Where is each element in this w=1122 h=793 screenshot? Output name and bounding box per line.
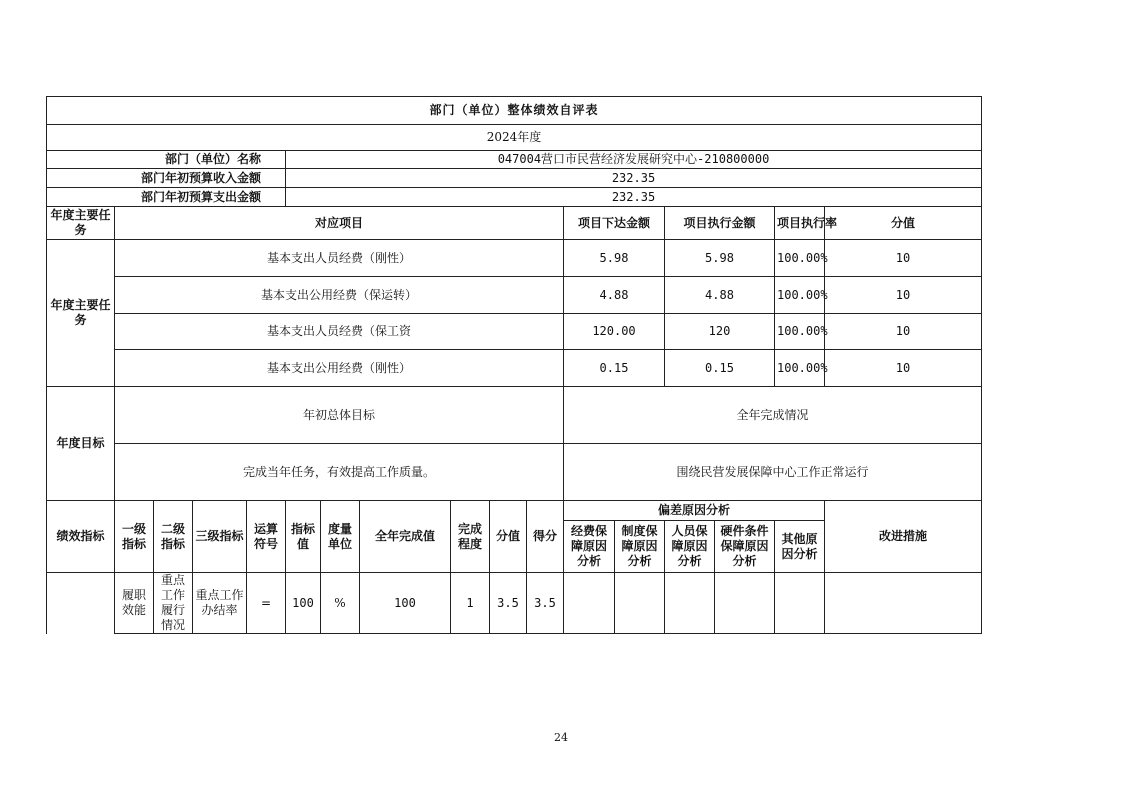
ind-degree: 1 <box>451 573 490 634</box>
indicator-row <box>47 573 982 634</box>
col-rate: 项目执行率 <box>775 207 825 240</box>
performance-evaluation-table <box>46 96 982 634</box>
col-dev-hardware: 硬件条件保障原因分析 <box>715 521 775 573</box>
col-dev-fund: 经费保障原因分析 <box>564 521 615 573</box>
task-project-name: 基本支出人员经费（刚性） <box>115 240 564 277</box>
goal-initial-header: 年初总体目标 <box>115 387 564 444</box>
income-budget-label: 部门年初预算收入金额 <box>47 169 286 188</box>
ind-score: 3.5 <box>490 573 527 634</box>
col-actual: 全年完成值 <box>360 501 451 573</box>
col-level2: 二级指标 <box>154 501 193 573</box>
task-rate: 100.00% <box>775 277 825 314</box>
ind-dev-hardware <box>715 573 775 634</box>
task-project-name: 基本支出公用经费（保运转） <box>115 277 564 314</box>
task-allocated: 120.00 <box>564 314 665 350</box>
indicator-side-cell <box>47 573 115 634</box>
indicator-label: 绩效指标 <box>47 501 115 573</box>
ind-target: 100 <box>286 573 321 634</box>
page-number: 24 <box>554 731 568 744</box>
task-executed: 4.88 <box>665 277 775 314</box>
col-dev-staff: 人员保障原因分析 <box>665 521 715 573</box>
task-allocated: 0.15 <box>564 350 665 387</box>
task-header-label: 年度主要任务 <box>47 207 115 240</box>
task-row <box>47 277 982 314</box>
task-score: 10 <box>825 277 982 314</box>
form-title: 部门（单位）整体绩效自评表 <box>47 97 982 125</box>
task-project-name: 基本支出人员经费（保工资 <box>115 314 564 350</box>
col-project: 对应项目 <box>115 207 564 240</box>
task-row <box>47 314 982 350</box>
task-executed: 5.98 <box>665 240 775 277</box>
ind-level3: 重点工作办结率 <box>193 573 247 634</box>
col-level3: 三级指标 <box>193 501 247 573</box>
task-allocated: 5.98 <box>564 240 665 277</box>
task-row <box>47 240 982 277</box>
task-rate: 100.00% <box>775 350 825 387</box>
col-improve: 改进措施 <box>825 501 982 573</box>
ind-level2: 重点工作履行情况 <box>154 573 193 634</box>
task-project-name: 基本支出公用经费（刚性） <box>115 350 564 387</box>
task-allocated: 4.88 <box>564 277 665 314</box>
col-degree: 完成程度 <box>451 501 490 573</box>
ind-dev-other <box>775 573 825 634</box>
dept-name-value: 047004营口市民营经济发展研究中心-210800000 <box>286 151 982 169</box>
task-row <box>47 350 982 387</box>
task-executed: 0.15 <box>665 350 775 387</box>
task-score: 10 <box>825 240 982 277</box>
goal-initial-text: 完成当年任务，有效提高工作质量。 <box>115 444 564 501</box>
ind-dev-system <box>615 573 665 634</box>
ind-improve <box>825 573 982 634</box>
ind-dev-fund <box>564 573 615 634</box>
col-unit: 度量单位 <box>321 501 360 573</box>
fiscal-year: 2024年度 <box>47 125 982 151</box>
task-rate: 100.00% <box>775 314 825 350</box>
task-side-label: 年度主要任务 <box>47 240 115 387</box>
col-dev-other: 其他原因分析 <box>775 521 825 573</box>
task-rate: 100.00% <box>775 240 825 277</box>
income-budget-value: 232.35 <box>286 169 982 188</box>
col-deviation: 偏差原因分析 <box>564 501 825 521</box>
goal-completion-header: 全年完成情况 <box>564 387 982 444</box>
col-allocated: 项目下达金额 <box>564 207 665 240</box>
ind-operator: = <box>247 573 286 634</box>
col-ind-got: 得分 <box>527 501 564 573</box>
dept-name-label: 部门（单位）名称 <box>47 151 286 169</box>
task-executed: 120 <box>665 314 775 350</box>
task-score: 10 <box>825 314 982 350</box>
col-operator: 运算符号 <box>247 501 286 573</box>
goal-completion-text: 围绕民营发展保障中心工作正常运行 <box>564 444 982 501</box>
ind-dev-staff <box>665 573 715 634</box>
col-score: 分值 <box>825 207 982 240</box>
expense-budget-label: 部门年初预算支出金额 <box>47 188 286 207</box>
col-target: 指标值 <box>286 501 321 573</box>
expense-budget-value: 232.35 <box>286 188 982 207</box>
col-executed: 项目执行金额 <box>665 207 775 240</box>
goal-label: 年度目标 <box>47 387 115 501</box>
col-ind-score: 分值 <box>490 501 527 573</box>
ind-level1: 履职效能 <box>115 573 154 634</box>
ind-got: 3.5 <box>527 573 564 634</box>
ind-actual: 100 <box>360 573 451 634</box>
col-level1: 一级指标 <box>115 501 154 573</box>
ind-unit: % <box>321 573 360 634</box>
task-score: 10 <box>825 350 982 387</box>
col-dev-system: 制度保障原因分析 <box>615 521 665 573</box>
